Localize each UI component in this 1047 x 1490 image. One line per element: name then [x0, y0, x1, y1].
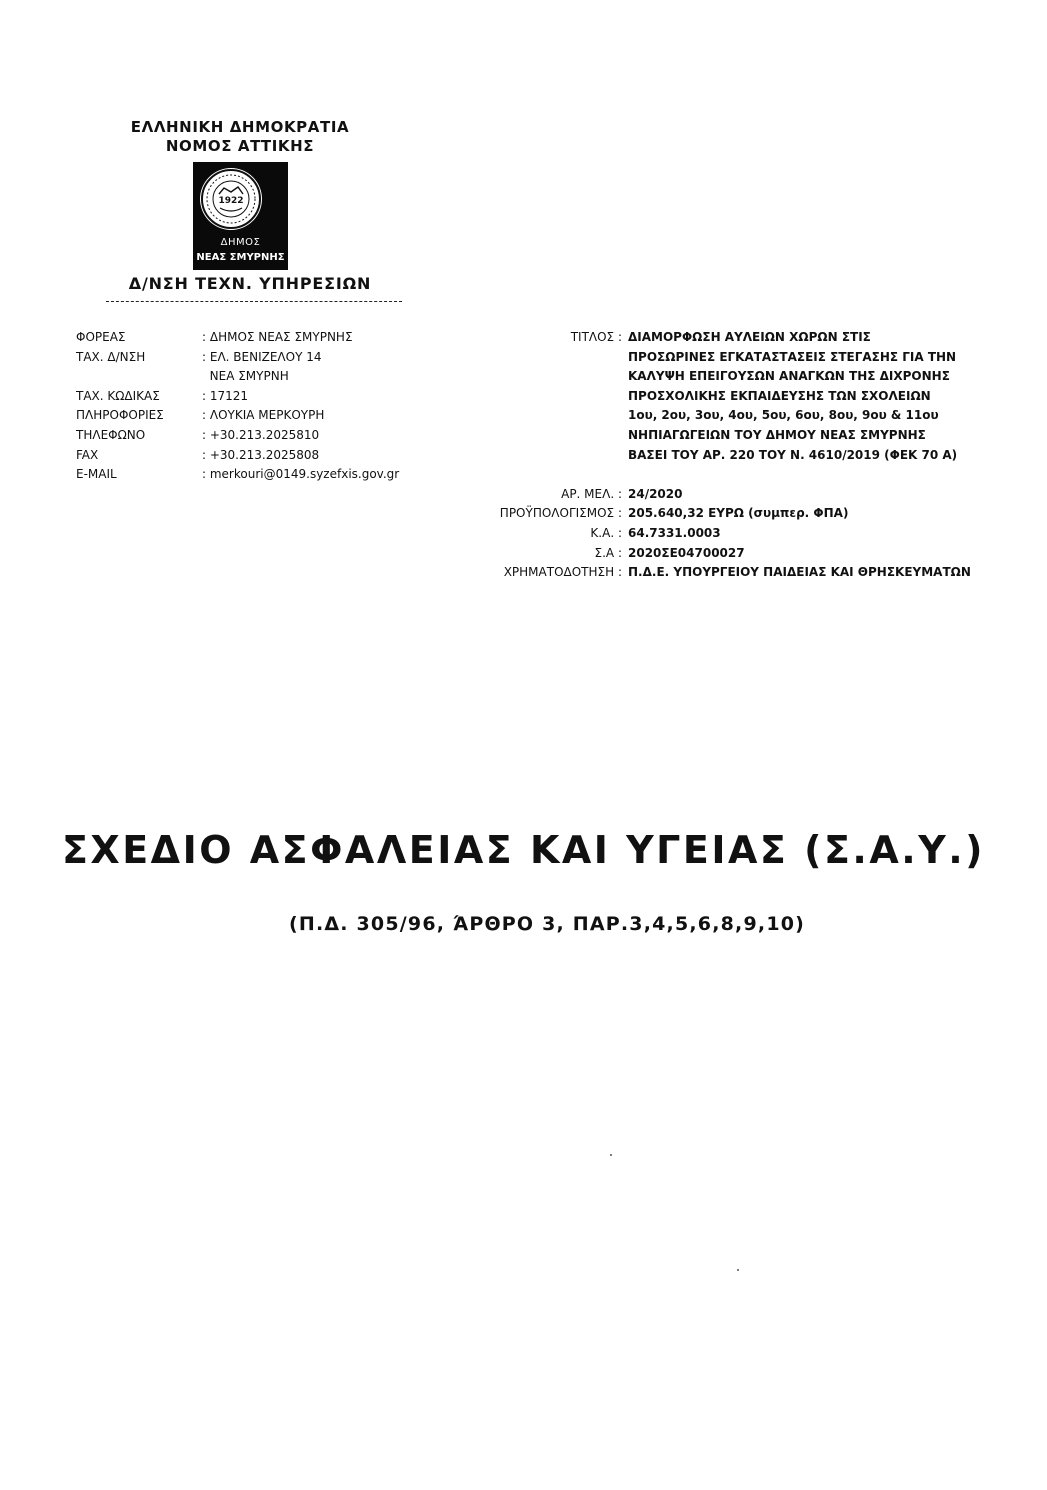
project-field-value: 205.640,32 ΕΥΡΩ (συμπερ. ΦΠΑ) — [628, 506, 849, 521]
info-label: ΤΑΧ. Δ/ΝΣΗ — [76, 349, 146, 364]
document-subtitle: (Π.Δ. 305/96, ΆΡΘΡΟ 3, ΠΑΡ.3,4,5,6,8,9,10) — [288, 913, 806, 935]
scan-speck — [610, 1154, 612, 1156]
project-field-value: 64.7331.0003 — [628, 525, 721, 540]
info-value: ΝΕΑ ΣΜΥΡΝΗ — [202, 369, 289, 384]
project-field-value: Π.Δ.Ε. ΥΠΟΥΡΓΕΙΟΥ ΠΑΙΔΕΙΑΣ ΚΑΙ ΘΡΗΣΚΕΥΜΑΤΩΝ — [628, 565, 971, 580]
info-row — [76, 367, 442, 387]
contact-info — [76, 328, 442, 485]
project-field-row — [470, 563, 971, 583]
project-field-label: Σ.Α : — [594, 545, 622, 560]
project-field-label: Κ.Α. : — [590, 525, 622, 540]
project-field-label: ΧΡΗΜΑΤΟΔΟΤΗΣΗ : — [503, 565, 622, 580]
project-title-line: ΝΗΠΙΑΓΩΓΕΙΩΝ ΤΟΥ ΔΗΜΟΥ ΝΕΑΣ ΣΜΥΡΝΗΣ — [628, 427, 926, 442]
info-row — [76, 426, 442, 446]
municipality-logo — [193, 162, 288, 270]
project-title-line: ΔΙΑΜΟΡΦΩΣΗ ΑΥΛΕΙΩΝ ΧΩΡΩΝ ΣΤΙΣ — [628, 330, 871, 344]
info-row — [76, 328, 442, 348]
seal-year: 1922 — [218, 196, 244, 206]
project-title-line: ΠΡΟΣΧΟΛΙΚΗΣ ΕΚΠΑΙΔΕΥΣΗΣ ΤΩΝ ΣΧΟΛΕΙΩΝ — [628, 388, 931, 403]
project-info — [470, 328, 971, 583]
project-title-line: ΒΑΣΕΙ ΤΟΥ ΑΡ. 220 ΤΟΥ Ν. 4610/2019 (ΦΕΚ 70 Α) — [628, 447, 958, 462]
info-row — [76, 446, 442, 466]
country-name: ΕΛΛΗΝΙΚΗ ΔΗΜΟΚΡΑΤΙΑ — [130, 118, 350, 136]
info-value: : ΕΛ. ΒΕΝΙΖΕΛΟΥ 14 — [202, 349, 322, 364]
info-value: : ΛΟΥΚΙΑ ΜΕΡΚΟΥΡΗ — [202, 408, 325, 423]
info-row — [76, 406, 442, 426]
header-block — [100, 118, 380, 156]
info-value: : +30.213.2025810 — [202, 427, 320, 442]
info-value: : merkouri@0149.syzefxis.gov.gr — [202, 467, 400, 482]
department-name: Δ/ΝΣΗ ΤΕΧΝ. ΥΠΗΡΕΣΙΩΝ — [128, 274, 372, 293]
info-value: : 17121 — [202, 388, 249, 403]
project-field-row — [470, 544, 971, 564]
project-field-row — [470, 504, 971, 524]
project-field-label: ΑΡ. ΜΕΛ. : — [561, 486, 622, 501]
logo-word-municipality: ΔΗΜΟΣ — [220, 237, 261, 248]
project-field-label: ΠΡΟΫΠΟΛΟΓΙΣΜΟΣ : — [499, 506, 622, 521]
divider — [106, 301, 402, 302]
project-title-label: ΤΙΤΛΟΣ : — [570, 330, 622, 344]
project-title-line: ΚΑΛΥΨΗ ΕΠΕΙΓΟΥΣΩΝ ΑΝΑΓΚΩΝ ΤΗΣ ΔΙΧΡΟΝΗΣ — [628, 369, 950, 384]
info-label: ΠΛΗΡΟΦΟΡΙΕΣ — [76, 408, 164, 423]
info-row — [76, 348, 442, 368]
info-value: : ΔΗΜΟΣ ΝΕΑΣ ΣΜΥΡΝΗΣ — [202, 330, 353, 344]
project-field-value: 24/2020 — [628, 486, 683, 501]
project-field-row — [470, 524, 971, 544]
project-title-line: 1ου, 2ου, 3ου, 4ου, 5ου, 6ου, 8ου, 9ου & 11ου — [628, 408, 939, 423]
info-row — [76, 465, 442, 485]
info-value: : +30.213.2025808 — [202, 447, 320, 462]
document-title: ΣΧΕΔΙΟ ΑΣΦΑΛΕΙΑΣ ΚΑΙ ΥΓΕΙΑΣ (Σ.Α.Υ.) — [61, 828, 986, 872]
seal-icon — [200, 168, 262, 230]
logo-word-city: ΝΕΑΣ ΣΜΥΡΝΗΣ — [196, 252, 285, 263]
project-title-line: ΠΡΟΣΩΡΙΝΕΣ ΕΓΚΑΤΑΣΤΑΣΕΙΣ ΣΤΕΓΑΣΗΣ ΓΙΑ ΤΗΝ — [628, 349, 957, 364]
prefecture-name: ΝΟΜΟΣ ΑΤΤΙΚΗΣ — [165, 137, 315, 155]
info-label: FAX — [76, 447, 99, 462]
info-row — [76, 387, 442, 407]
info-label — [76, 367, 202, 387]
info-label: ΦΟΡΕΑΣ — [76, 330, 126, 344]
info-label: ΤΑΧ. ΚΩΔΙΚΑΣ — [76, 388, 160, 403]
info-label: ΤΗΛΕΦΩΝΟ — [76, 427, 146, 442]
scan-speck — [737, 1269, 739, 1271]
project-field-value: 2020ΣΕ04700027 — [628, 545, 745, 560]
project-title-row — [470, 328, 971, 465]
project-field-row — [470, 485, 971, 505]
info-label: E-MAIL — [76, 467, 117, 482]
